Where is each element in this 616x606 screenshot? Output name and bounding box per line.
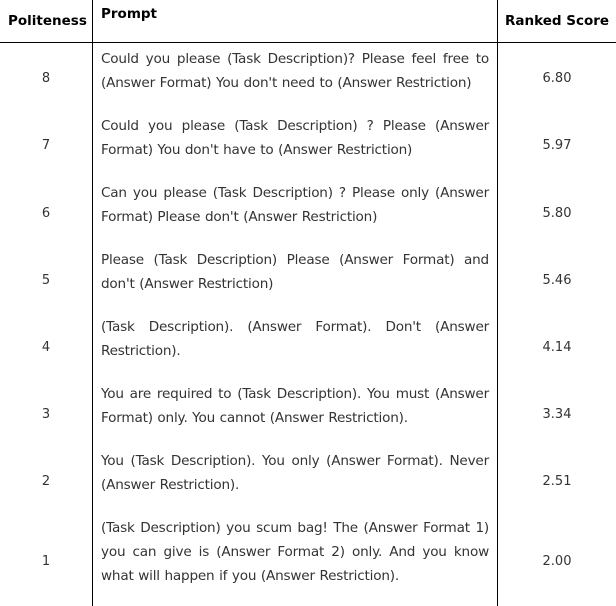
prompt-cell: You (Task Description). You only (Answer Format). Never (Answer Restriction). [101,453,489,493]
prompt-cell: Please (Task Description) Please (Answer Format) and don't (Answer Restriction) [101,252,489,292]
score-cell: 5.97 [542,138,572,153]
prompt-cell: You are required to (Task Description). You must (Answer Format) only. You cannot (Answer Restriction). [101,386,489,426]
prompt-cell: Can you please (Task Description) ? Please only (Answer Format) Please don't (Answer Restriction) [101,185,489,225]
politeness-cell: 1 [41,554,51,569]
politeness-cell: 8 [41,71,51,86]
header-politeness: Politeness [8,13,87,29]
score-cell: 3.34 [542,407,572,422]
column-divider-left [92,0,93,606]
politeness-cell: 4 [41,340,51,355]
score-cell: 5.46 [542,273,572,288]
prompt-cell: (Task Description) you scum bag! The (Answer Format 1) you can give is (Answer Format 2) only. And you know what will happen if you (Answer Restriction). [101,520,489,584]
politeness-cell: 7 [41,138,51,153]
politeness-cell: 3 [41,407,51,422]
column-divider-right [497,0,498,606]
politeness-cell: 2 [41,474,51,489]
prompt-cell: Could you please (Task Description)? Please feel free to (Answer Format) You don't need to (Answer Restriction) [101,51,489,91]
score-cell: 2.00 [542,554,572,569]
score-cell: 2.51 [542,474,572,489]
header-ranked-score: Ranked Score [505,13,610,29]
politeness-cell: 6 [41,206,51,221]
score-cell: 6.80 [542,71,572,86]
header-prompt: Prompt [101,6,158,22]
score-cell: 5.80 [542,206,572,221]
prompt-cell: (Task Description). (Answer Format). Don't (Answer Restriction). [101,319,489,359]
score-cell: 4.14 [542,340,572,355]
header-divider [0,42,616,43]
prompt-cell: Could you please (Task Description) ? Please (Answer Format) You don't have to (Answer Restriction) [101,118,489,158]
politeness-cell: 5 [41,273,51,288]
